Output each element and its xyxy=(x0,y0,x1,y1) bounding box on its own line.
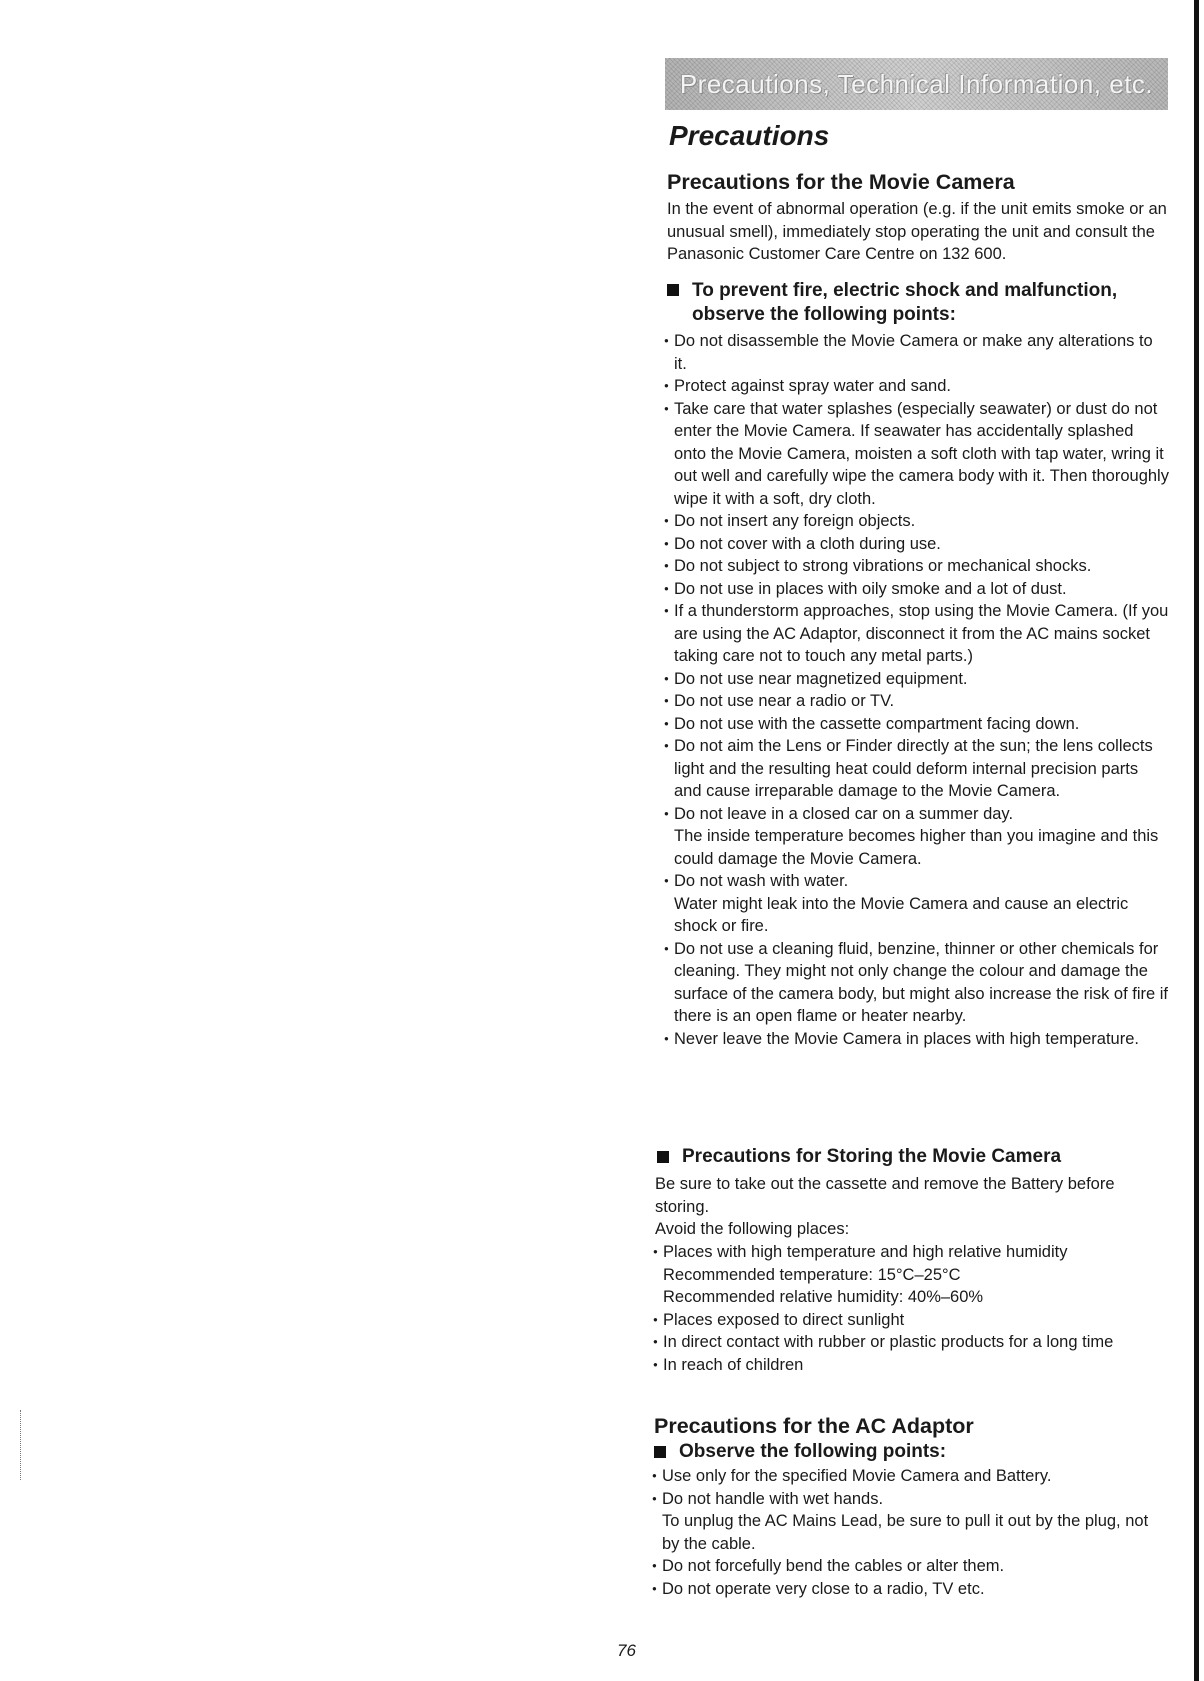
list-item: ● Do not forcefully bend the cables or alter them. xyxy=(652,1555,1152,1578)
list-item-closed-car xyxy=(664,803,1170,871)
list-item: ● Do not cover with a cloth during use. xyxy=(664,533,1170,556)
list-item-wash xyxy=(664,870,1170,938)
recommended-temperature: Recommended temperature: 15°C–25°C xyxy=(663,1265,961,1284)
section-banner xyxy=(665,58,1168,110)
storing-avoid-text: Avoid the following places: xyxy=(655,1220,850,1238)
list-item-note: Water might leak into the Movie Camera and cause an electric shock or fire. xyxy=(674,894,1129,935)
list-item-text: Do not wash with water. xyxy=(674,872,849,890)
list-item: ● Do not operate very close to a radio, TV etc. xyxy=(652,1578,1152,1601)
fire-shock-subheading-text: To prevent fire, electric shock and malfunction, observe the following points: xyxy=(692,280,1118,325)
storing-places xyxy=(653,1241,1153,1376)
square-bullet-icon xyxy=(657,1151,669,1163)
recommended-humidity: Recommended relative humidity: 40%–60% xyxy=(663,1288,984,1306)
movie-camera-points xyxy=(664,330,1170,1050)
list-item: ● Do not use in places with oily smoke and a lot of dust. xyxy=(664,578,1170,601)
list-item: ● Do not use near magnetized equipment. xyxy=(664,668,1170,691)
list-item: ● Do not aim the Lens or Finder directly at the sun; the lens collects light and the resulting heat could deform internal precision parts and cause irreparable damage to the Movie Camera. xyxy=(664,735,1170,803)
list-item: ● Do not use near a radio or TV. xyxy=(664,690,1170,713)
list-item: ● Do not use a cleaning fluid, benzine, thinner or other chemicals for cleaning. They might not only change the colour and damage the surface of the camera body, but might also increase the risk of fire if there is an open flame or heater nearby. xyxy=(664,938,1170,1028)
storing-heading-text: Precautions for Storing the Movie Camera xyxy=(682,1146,1062,1167)
list-item: ● Do not insert any foreign objects. xyxy=(664,510,1170,533)
list-item-wet-hands xyxy=(652,1488,1152,1556)
list-item-text: Do not handle with wet hands. xyxy=(662,1489,884,1508)
list-item: ● Protect against spray water and sand. xyxy=(664,375,1170,398)
list-item: ● In direct contact with rubber or plastic products for a long time xyxy=(653,1331,1153,1354)
page-number: 76 xyxy=(617,1641,636,1660)
storing-intro xyxy=(655,1173,1125,1241)
ac-adaptor-subheading xyxy=(654,1441,946,1463)
list-item: ● Places exposed to direct sunlight xyxy=(653,1309,1153,1332)
list-item: ● If a thunderstorm approaches, stop using the Movie Camera. (If you are using the AC Adaptor, disconnect it from the AC mains socket taking care not to touch any metal parts.) xyxy=(664,600,1170,668)
ac-adaptor-heading: Precautions for the AC Adaptor xyxy=(654,1414,974,1438)
storing-heading xyxy=(657,1146,1157,1168)
storing-intro-text: Be sure to take out the cassette and remove the Battery before storing. xyxy=(655,1175,1115,1216)
list-item-note: The inside temperature becomes higher than you imagine and this could damage the Movie Camera. xyxy=(674,827,1159,868)
list-item-high-temp xyxy=(653,1241,1153,1309)
list-item: ● Take care that water splashes (especially seawater) or dust do not enter the Movie Camera. If seawater has accidentally splashed onto the Movie Camera, moisten a soft cloth with tap water, wring it out well and carefully wipe the camera body with it. Then thoroughly wipe it with a soft, dry cloth. xyxy=(664,398,1170,511)
ac-adaptor-points xyxy=(652,1465,1152,1600)
scan-margin-marks xyxy=(20,1410,22,1480)
list-item: ● Never leave the Movie Camera in places with high temperature. xyxy=(664,1028,1170,1051)
fire-shock-subheading xyxy=(667,279,1167,327)
list-item-text: Do not leave in a closed car on a summer day. xyxy=(674,804,1014,823)
movie-camera-intro-text: In the event of abnormal operation (e.g. if the unit emits smoke or an unusual smell), immediately stop operating the unit and consult the Panasonic Customer Care Centre on 132 600. xyxy=(667,200,1167,263)
list-item: ● Do not subject to strong vibrations or mechanical shocks. xyxy=(664,555,1170,578)
list-item-text: Places with high temperature and high relative humidity xyxy=(663,1243,1068,1261)
ac-adaptor-subheading-text: Observe the following points: xyxy=(679,1441,947,1462)
square-bullet-icon xyxy=(667,284,679,296)
section-banner-text: Precautions, Technical Information, etc. xyxy=(679,68,1154,99)
page-edge-rule xyxy=(1194,0,1199,1681)
list-item: ● Do not use with the cassette compartment facing down. xyxy=(664,713,1170,736)
list-item-note: To unplug the AC Mains Lead, be sure to pull it out by the plug, not by the cable. xyxy=(662,1512,1149,1553)
square-bullet-icon xyxy=(654,1446,666,1458)
list-item: ● Do not disassemble the Movie Camera or make any alterations to it. xyxy=(664,330,1170,375)
movie-camera-heading: Precautions for the Movie Camera xyxy=(667,170,1015,194)
list-item: ● In reach of children xyxy=(653,1354,1153,1377)
page-title: Precautions xyxy=(669,120,830,151)
movie-camera-intro xyxy=(667,198,1167,266)
list-item: ● Use only for the specified Movie Camera and Battery. xyxy=(652,1465,1152,1488)
